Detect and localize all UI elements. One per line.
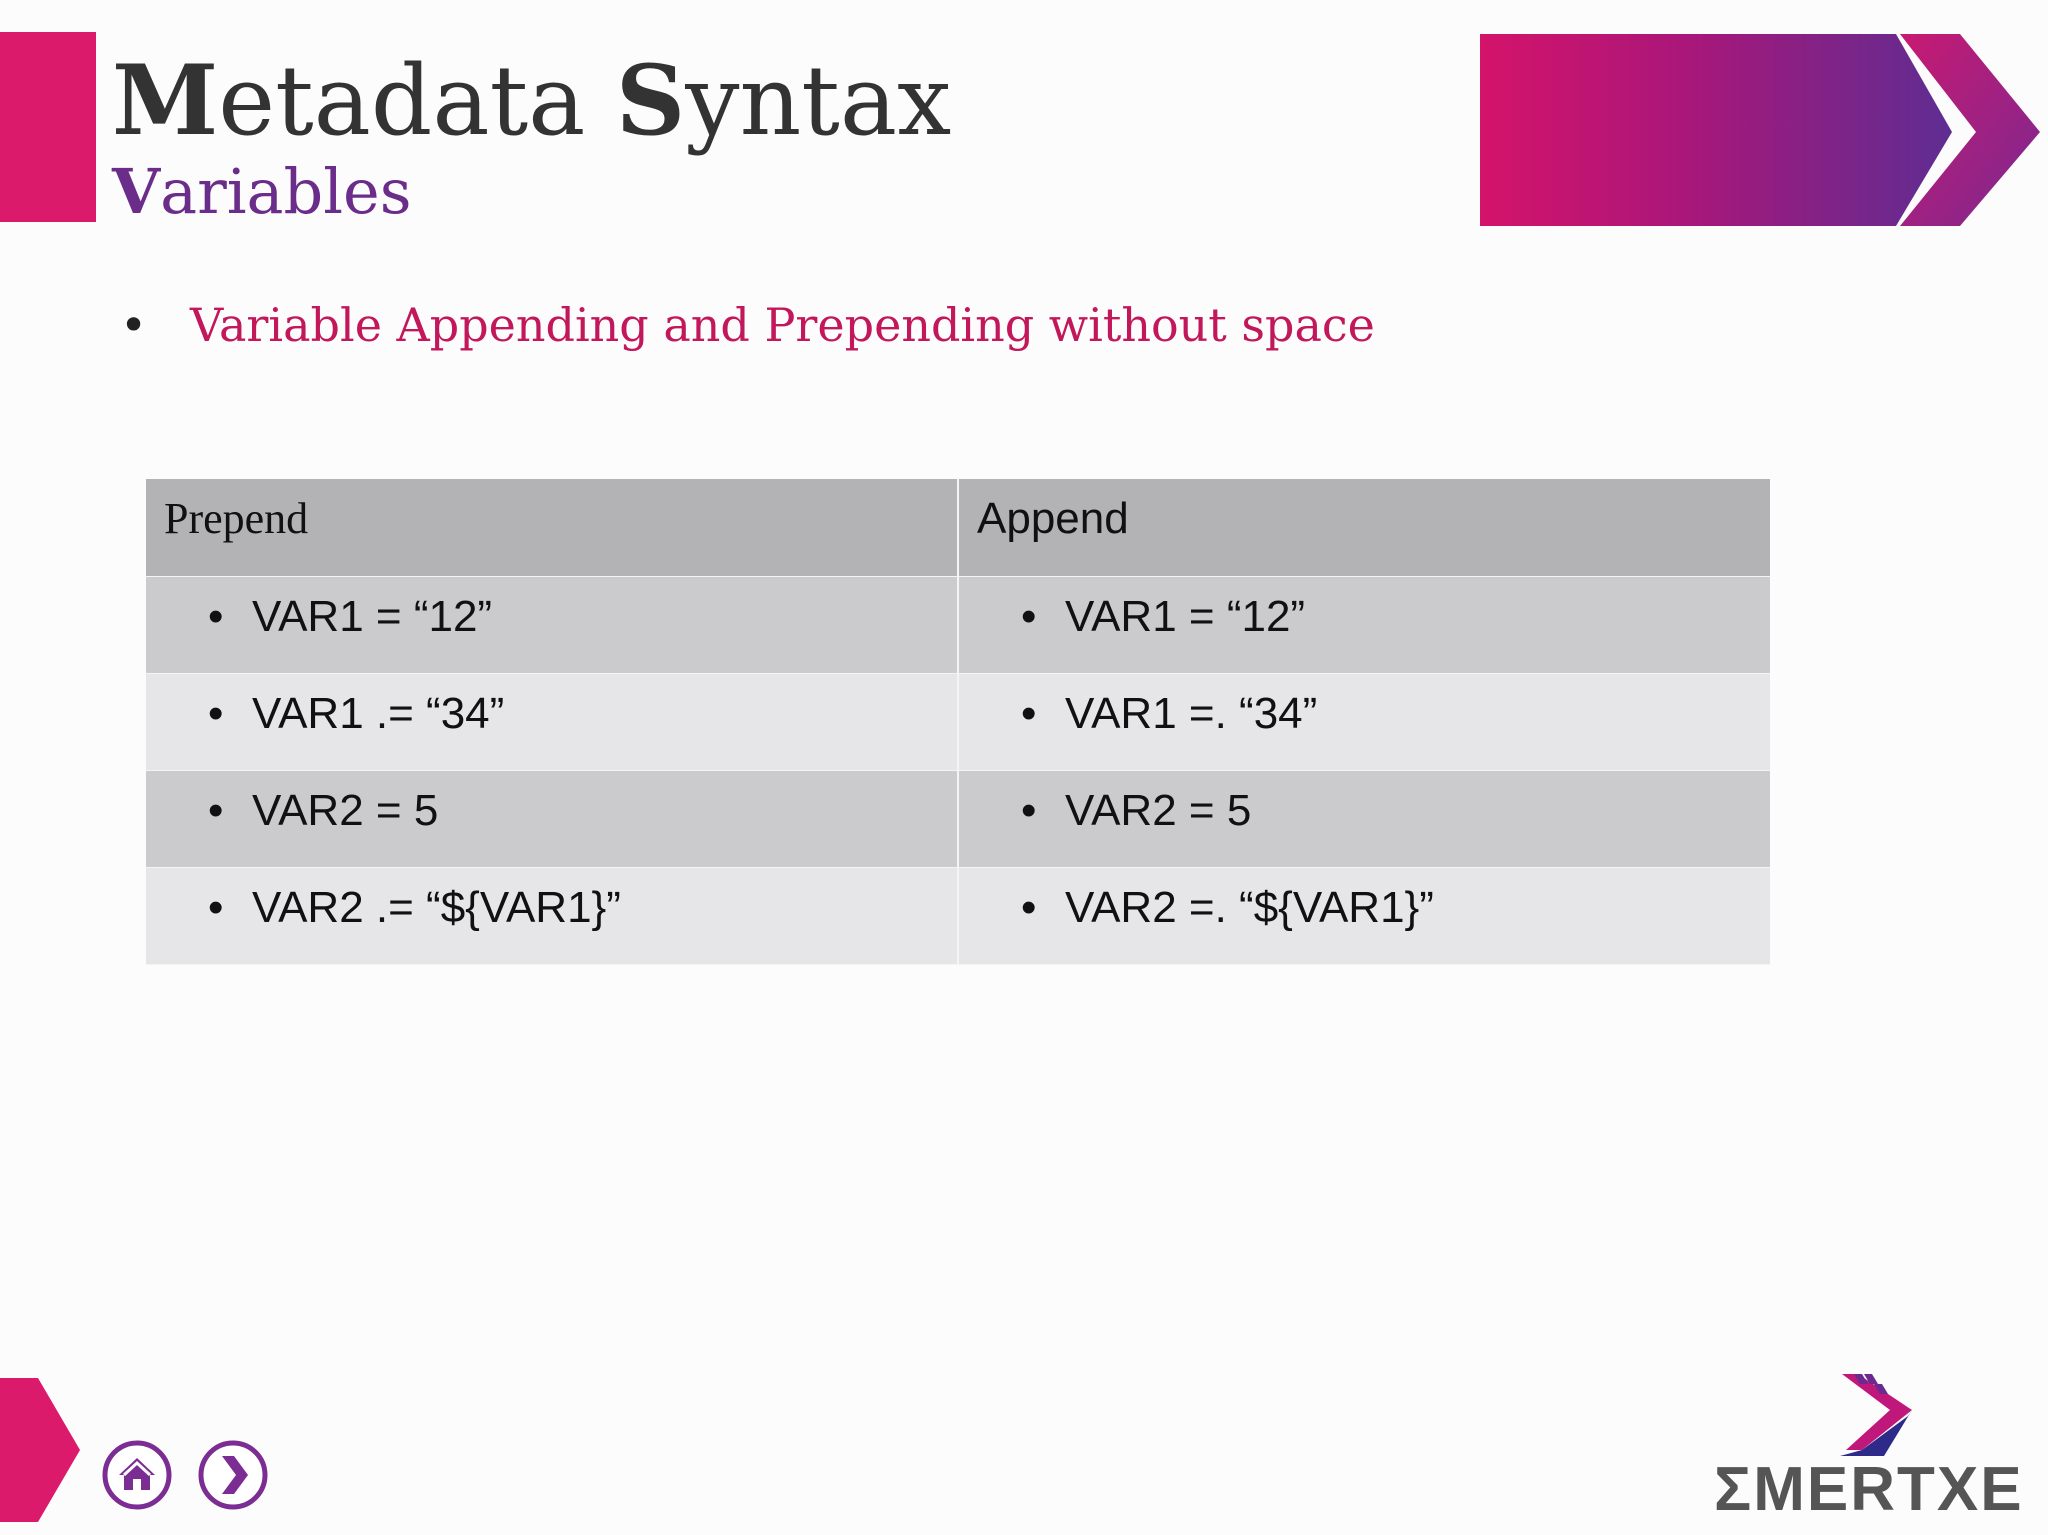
table-row <box>146 576 1770 673</box>
chevron-right-icon[interactable] <box>198 1440 268 1510</box>
table-cell: • VAR1 =. “34” <box>958 673 1770 770</box>
logo-wordmark: ΣMERTXE <box>1714 1455 2024 1520</box>
table-cell: • VAR2 =. “${VAR1}” <box>958 867 1770 964</box>
table-row <box>146 867 1770 964</box>
slide-subtitle: Variables <box>112 155 412 228</box>
table-cell: • VAR1 = “12” <box>146 576 958 673</box>
table-row <box>146 770 1770 867</box>
table-cell: • VAR2 = 5 <box>958 770 1770 867</box>
table-cell: • VAR1 = “12” <box>958 576 1770 673</box>
table-cell: • VAR2 = 5 <box>146 770 958 867</box>
bullet-point <box>120 292 1375 358</box>
header-arrow-banner <box>1480 32 2040 227</box>
bullet-text: Variable Appending and Prepending without space <box>190 298 1375 352</box>
home-icon[interactable] <box>102 1440 172 1510</box>
slide-title: Metadata Syntax <box>112 44 952 157</box>
syntax-table <box>146 479 1770 965</box>
emertxe-logo <box>1712 1370 2028 1520</box>
header-append: Append <box>958 479 1770 576</box>
table-cell: • VAR2 .= “${VAR1}” <box>146 867 958 964</box>
table-row <box>146 673 1770 770</box>
table-cell: • VAR1 .= “34” <box>146 673 958 770</box>
table-header-row <box>146 479 1770 576</box>
bullet-marker: • <box>120 298 148 352</box>
header-prepend: Prepend <box>146 479 958 576</box>
left-accent-bar <box>0 32 96 222</box>
bottom-left-accent <box>0 1378 82 1522</box>
